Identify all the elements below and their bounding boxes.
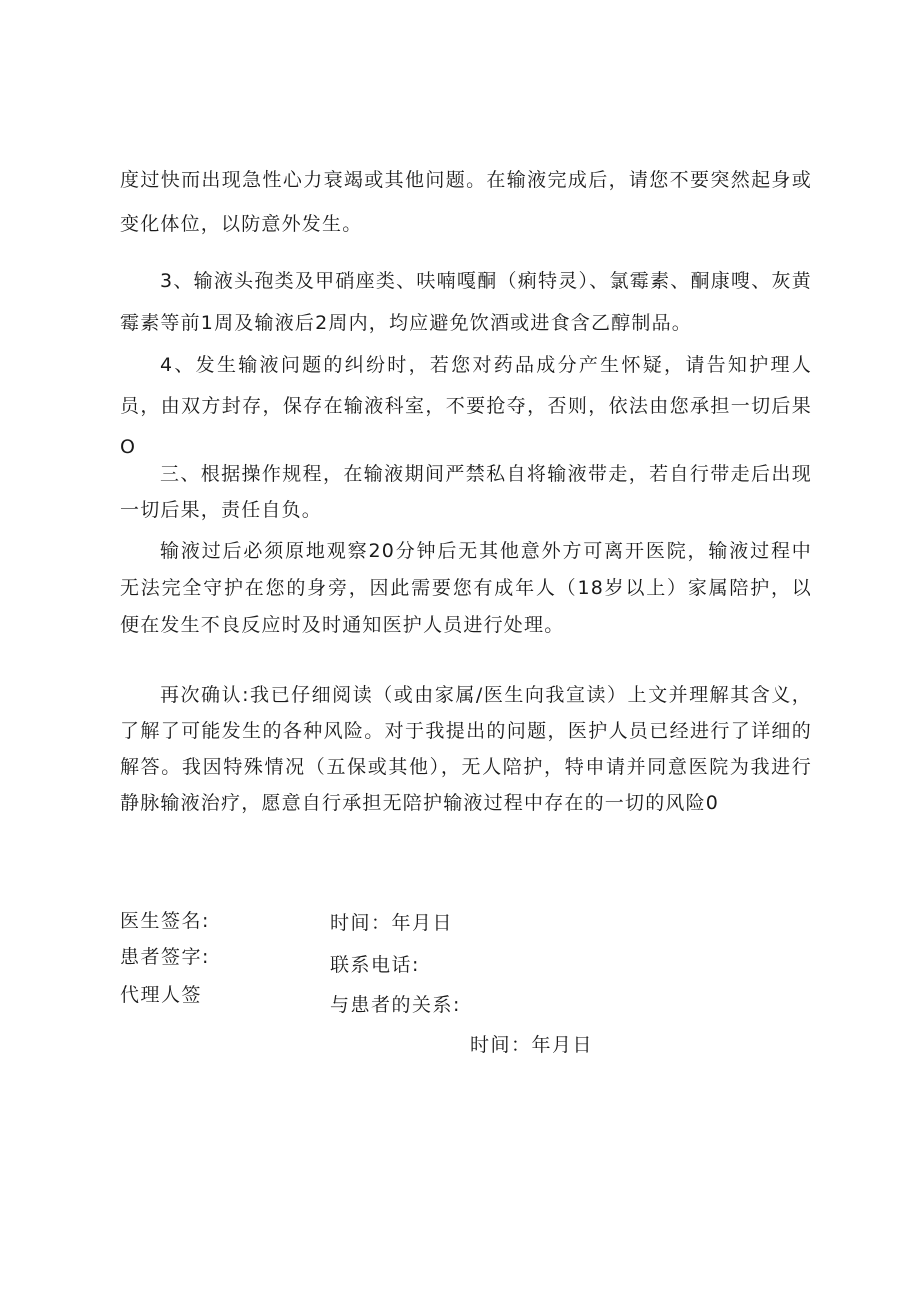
patient-phone-label: 联系电话: xyxy=(330,954,420,976)
agent-date-label: 时间：年月日 xyxy=(470,1034,594,1056)
paragraph-alcohol-avoidance: 3、输液头孢类及甲硝座类、呋喃嘎酮（痢特灵）、氯霉素、酮康嗖、灰黄霉素等前1周及输液后2周内，均应避免饮酒或进食含乙醇制品。 xyxy=(120,270,812,334)
patient-signature-label: 患者签字: xyxy=(120,946,210,968)
paragraph-infusion-speed-warning: 度过快而出现急性心力衰竭或其他问题。在输液完成后，请您不要突然起身或变化体位，以防意外发生。 xyxy=(120,169,812,235)
paragraph-no-removal: 三、根据操作规程，在输液期间严禁私自将输液带走，若自行带走后出现一切后果，责任自负。 xyxy=(120,463,812,521)
paragraph-dispute-handling: 4、发生输液问题的纠纷时，若您对药品成分产生怀疑，请告知护理人员，由双方封存，保存在输液科室，不要抢夺，否则，依法由您承担一切后果O xyxy=(120,354,812,458)
agent-relationship-label: 与患者的关系: xyxy=(330,994,461,1016)
paragraph-reconfirmation: 再次确认:我已仔细阅读（或由家属/医生向我宣读）上文并理解其含义，了解了可能发生的各种风险。对于我提出的问题，医护人员已经进行了详细的解答。我因特殊情况（五保或其他），无人陪护，特申请并同意医院为我进行静脉输液治疗，愿意自行承担无陪护输液过程中存在的一切的风险0 xyxy=(120,684,812,814)
agent-signature-label: 代理人签 xyxy=(120,984,203,1006)
doctor-date-label: 时间：年月日 xyxy=(330,912,454,934)
paragraph-observation-escort: 输液过后必须原地观察20分钟后无其他意外方可离开医院，输液过程中无法完全守护在您的身旁，因此需要您有成年人（18岁以上）家属陪护，以便在发生不良反应时及时通知医护人员进行处理。 xyxy=(120,540,812,636)
doctor-signature-label: 医生签名: xyxy=(120,910,210,932)
